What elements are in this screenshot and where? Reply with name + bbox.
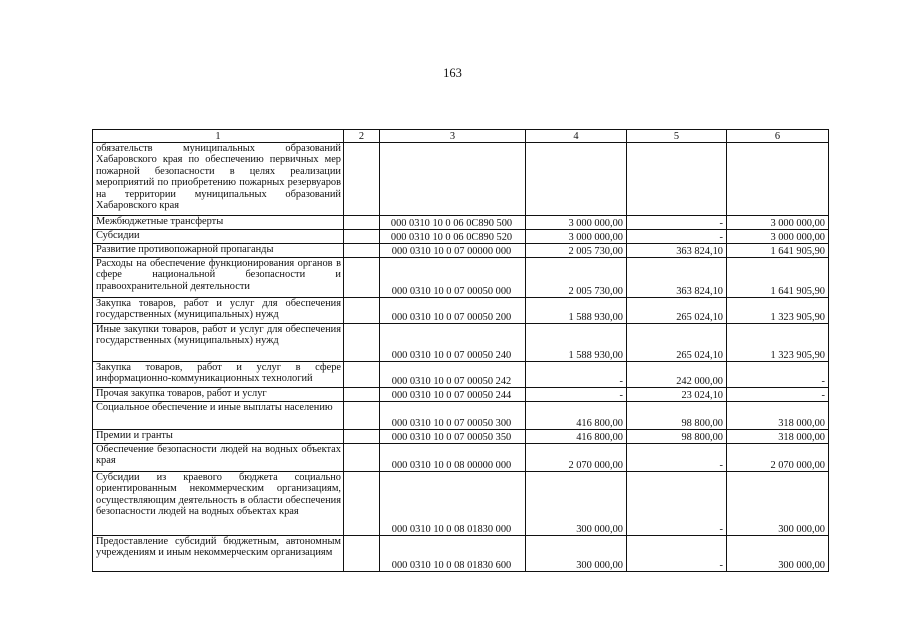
table-row — [93, 430, 829, 444]
table-row — [93, 362, 829, 388]
table-row — [93, 143, 829, 216]
row-col6-cell: 1 641 905,90 — [727, 258, 829, 298]
row-name-cell: Закупка товаров, работ и услуг для обеспечения государственных (муниципальных) нужд — [93, 298, 344, 324]
row-col4-cell — [526, 143, 627, 216]
row-col4-cell: 3 000 000,00 — [526, 216, 627, 230]
row-col2-cell — [344, 472, 380, 536]
table-row — [93, 536, 829, 572]
row-code-cell: 000 0310 10 0 08 01830 600 — [380, 536, 526, 572]
table-row — [93, 472, 829, 536]
row-name-cell: обязательств муниципальных образований Хабаровского края по обеспечению первичных мер пожарной безопасности в целях реализации мероприятий по приобретению пожарных резервуаров на территории муниципальных образований Хабаровского края — [93, 143, 344, 216]
row-col5-cell: 363 824,10 — [627, 258, 727, 298]
row-code-cell: 000 0310 10 0 07 00050 000 — [380, 258, 526, 298]
table-row — [93, 324, 829, 362]
row-code-cell: 000 0310 10 0 07 00050 350 — [380, 430, 526, 444]
row-name-cell: Предоставление субсидий бюджетным, автономным учреждениям и иным некоммерческим организациям — [93, 536, 344, 572]
header-cell-2: 2 — [344, 130, 380, 143]
row-col5-cell: - — [627, 536, 727, 572]
row-col2-cell — [344, 298, 380, 324]
row-col2-cell — [344, 388, 380, 402]
row-col4-cell: - — [526, 362, 627, 388]
row-col5-cell: - — [627, 230, 727, 244]
row-col4-cell: 2 070 000,00 — [526, 444, 627, 472]
row-col2-cell — [344, 444, 380, 472]
table-row — [93, 388, 829, 402]
row-code-cell: 000 0310 10 0 06 0С890 500 — [380, 216, 526, 230]
row-col6-cell: 1 323 905,90 — [727, 324, 829, 362]
table-row — [93, 258, 829, 298]
row-name-cell: Субсидии — [93, 230, 344, 244]
row-name-cell: Расходы на обеспечение функционирования органов в сфере национальной безопасности и правоохранительной деятельности — [93, 258, 344, 298]
row-col5-cell: 265 024,10 — [627, 324, 727, 362]
row-col2-cell — [344, 143, 380, 216]
row-col4-cell: 300 000,00 — [526, 472, 627, 536]
table-row — [93, 244, 829, 258]
row-col5-cell: 363 824,10 — [627, 244, 727, 258]
row-col4-cell: 1 588 930,00 — [526, 298, 627, 324]
row-col6-cell: 318 000,00 — [727, 402, 829, 430]
row-code-cell: 000 0310 10 0 07 00050 244 — [380, 388, 526, 402]
row-col6-cell: 318 000,00 — [727, 430, 829, 444]
row-col2-cell — [344, 362, 380, 388]
row-col4-cell: 3 000 000,00 — [526, 230, 627, 244]
row-name-cell: Обеспечение безопасности людей на водных объектах края — [93, 444, 344, 472]
row-name-cell: Закупка товаров, работ и услуг в сфере информационно-коммуникационных технологий — [93, 362, 344, 388]
row-name-cell: Развитие противопожарной пропаганды — [93, 244, 344, 258]
row-col5-cell — [627, 143, 727, 216]
row-col4-cell: 2 005 730,00 — [526, 258, 627, 298]
row-col6-cell: - — [727, 388, 829, 402]
row-col6-cell — [727, 143, 829, 216]
row-col2-cell — [344, 216, 380, 230]
row-col2-cell — [344, 244, 380, 258]
header-cell-4: 4 — [526, 130, 627, 143]
table-header-row — [93, 130, 829, 143]
row-col4-cell: 300 000,00 — [526, 536, 627, 572]
row-col4-cell: 2 005 730,00 — [526, 244, 627, 258]
row-col5-cell: 23 024,10 — [627, 388, 727, 402]
row-col2-cell — [344, 258, 380, 298]
row-col6-cell: 3 000 000,00 — [727, 216, 829, 230]
row-col5-cell: - — [627, 216, 727, 230]
row-col6-cell: 3 000 000,00 — [727, 230, 829, 244]
row-col5-cell: - — [627, 472, 727, 536]
table-row — [93, 444, 829, 472]
row-col6-cell: 300 000,00 — [727, 536, 829, 572]
row-code-cell: 000 0310 10 0 07 00050 200 — [380, 298, 526, 324]
row-col2-cell — [344, 402, 380, 430]
row-col6-cell: 2 070 000,00 — [727, 444, 829, 472]
row-col4-cell: - — [526, 388, 627, 402]
row-name-cell: Субсидии из краевого бюджета социально ориентированным некоммерческим организациям, осуществляющим деятельность в области обеспечения безопасности людей на водных объектах края — [93, 472, 344, 536]
header-cell-3: 3 — [380, 130, 526, 143]
row-col4-cell: 1 588 930,00 — [526, 324, 627, 362]
row-col4-cell: 416 800,00 — [526, 402, 627, 430]
row-code-cell — [380, 143, 526, 216]
row-code-cell: 000 0310 10 0 08 01830 000 — [380, 472, 526, 536]
row-col5-cell: 98 800,00 — [627, 430, 727, 444]
row-name-cell: Премии и гранты — [93, 430, 344, 444]
header-cell-6: 6 — [727, 130, 829, 143]
row-col6-cell: 1 641 905,90 — [727, 244, 829, 258]
table-row — [93, 402, 829, 430]
row-col5-cell: 98 800,00 — [627, 402, 727, 430]
row-code-cell: 000 0310 10 0 08 00000 000 — [380, 444, 526, 472]
row-code-cell: 000 0310 10 0 07 00050 300 — [380, 402, 526, 430]
row-name-cell: Прочая закупка товаров, работ и услуг — [93, 388, 344, 402]
row-code-cell: 000 0310 10 0 07 00050 242 — [380, 362, 526, 388]
table-row — [93, 230, 829, 244]
row-col6-cell: - — [727, 362, 829, 388]
row-name-cell: Межбюджетные трансферты — [93, 216, 344, 230]
row-col5-cell: 242 000,00 — [627, 362, 727, 388]
row-col2-cell — [344, 430, 380, 444]
budget-table — [92, 129, 829, 572]
table-row — [93, 298, 829, 324]
row-col5-cell: - — [627, 444, 727, 472]
table-row — [93, 216, 829, 230]
row-col4-cell: 416 800,00 — [526, 430, 627, 444]
row-name-cell: Социальное обеспечение и иные выплаты населению — [93, 402, 344, 430]
row-col2-cell — [344, 536, 380, 572]
header-cell-5: 5 — [627, 130, 727, 143]
header-cell-1: 1 — [93, 130, 344, 143]
row-col2-cell — [344, 324, 380, 362]
row-col5-cell: 265 024,10 — [627, 298, 727, 324]
row-col6-cell: 300 000,00 — [727, 472, 829, 536]
row-code-cell: 000 0310 10 0 07 00050 240 — [380, 324, 526, 362]
row-col2-cell — [344, 230, 380, 244]
row-col6-cell: 1 323 905,90 — [727, 298, 829, 324]
row-name-cell: Иные закупки товаров, работ и услуг для обеспечения государственных (муниципальных) нужд — [93, 324, 344, 362]
row-code-cell: 000 0310 10 0 07 00000 000 — [380, 244, 526, 258]
row-code-cell: 000 0310 10 0 06 0С890 520 — [380, 230, 526, 244]
page-number: 163 — [443, 66, 462, 80]
budget-table-body — [93, 130, 829, 572]
